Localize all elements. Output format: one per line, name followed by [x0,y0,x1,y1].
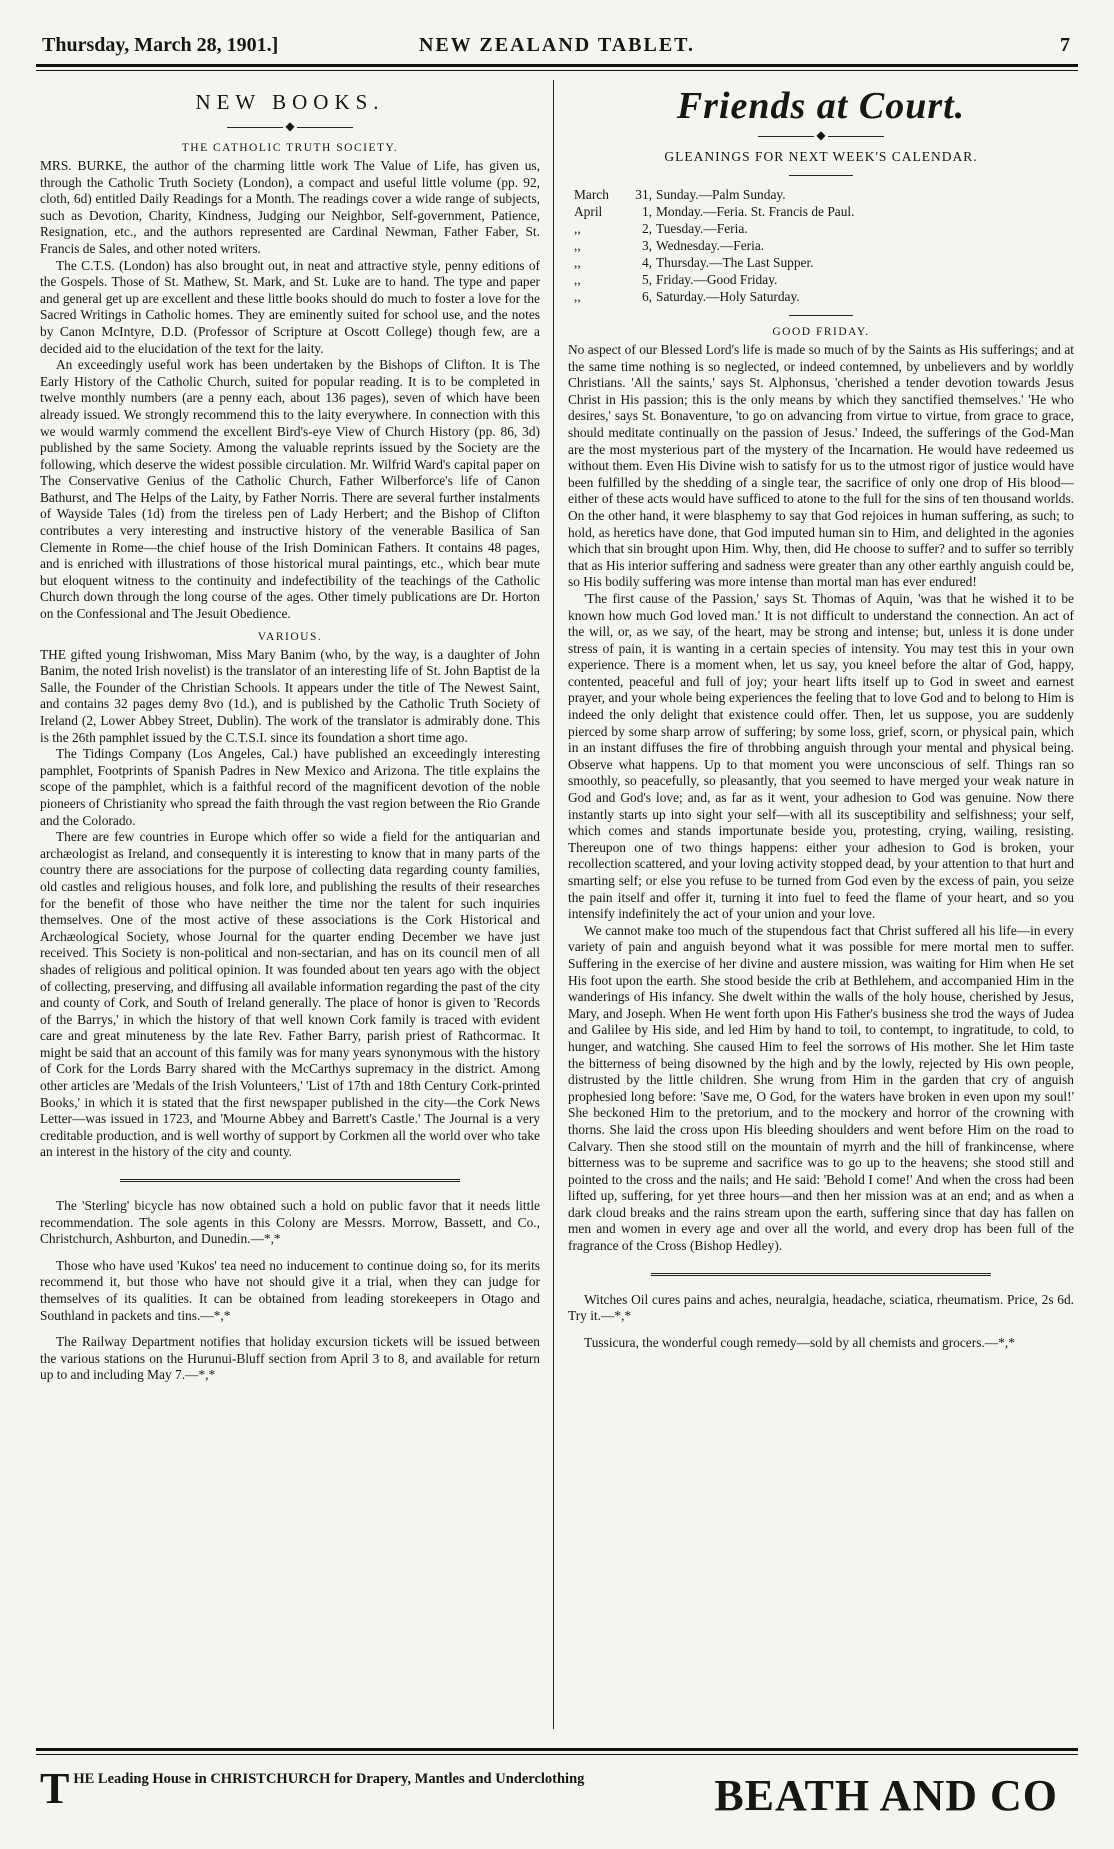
notice-paragraph: Witches Oil cures pains and aches, neuralgia, headache, sciatica, rheumatism. Price, 2s 6d. Try it.—*,* [568,1291,1074,1324]
masthead-rule-thin [36,70,1078,71]
calendar-row [574,271,1074,288]
calendar-day: 3, [641,238,652,253]
ad-text: HE Leading House in CHRISTCHURCH for Drapery, Mantles and Underclothing [73,1771,585,1787]
calendar-day: 2, [641,221,652,236]
paragraph: An exceedingly useful work has been undertaken by the Bishops of Clifton. It is The Early History of the Catholic Church, suited for popular reading. It is to be completed in twelve monthly numbers (are a penny each, about 136 pages), seven of which have been already issued. We strongly recommend this to the laity everywhere. In connection with this we would warmly commend the excellent Bird's-eye View of Church History (pp. 86, 3d) published by the same Society. Among the valuable reprints issued by the Society are the following, which deserve the widest possible circulation. Mr. Wilfrid Ward's capital paper on The Conservative Genius of the Catholic Church, Father Wilberforce's life of Canon Bathurst, and The Helps of the Laity, by Father Norris. There are several further instalments of Wayside Tales (1d) from the tireless pen of Lady Herbert; and the Bishop of Clifton contributes a very interesting and instructive history of the venerable Basilica of San Clemente in Rome—the chief house of the Irish Dominican Fathers. It contains 48 pages, and is enriched with illustrations of those historical mural paintings, etc., which bear mute but eloquent witness to the continuity and indefectibility of the teachings of the Catholic Church down through the long course of the ages. Other timely publications are Dr. Horton on the Confessional and The Jesuit Obedience. [40,357,540,622]
short-rule [789,315,853,316]
column-divider [553,80,554,1729]
calendar-entry: Sunday.—Palm Sunday. [656,187,786,202]
paragraph: MRS. BURKE, the author of the charming little work The Value of Life, has given us, through the Catholic Truth Society (London), a compact and useful little volume (pp. 92, cloth, 6d) entitled Daily Readings for a Month. The readings cover a wide range of subjects, such as Devotion, Charity, Kindness, Judging our Neighbor, Self-government, Patience, Resignation, etc., and the authors represented are Cardinal Newman, Father Faber, St. Francis de Sales, and other noted writers. [40,158,540,256]
calendar-day: 31, [635,187,652,202]
calendar-month: ,, [574,238,581,253]
calendar-entry: Friday.—Good Friday. [656,272,778,287]
masthead-rule [36,64,1078,67]
ornament-divider: ◆ [40,119,540,134]
notice-paragraph: The 'Sterling' bicycle has now obtained such a hold on public favor that it needs little recommendation. The sole agents in this Colony are Messrs. Morrow, Bassett, and Co., Christchurch, Ashburton, and Dunedin.—*,* [40,1198,540,1247]
calendar-day: 4, [641,255,652,270]
calendar-list [574,186,1074,305]
calendar-row [574,186,1074,203]
masthead-date: Thursday, March 28, 1901.] [42,34,279,56]
new-books-title: NEW BOOKS. [195,90,385,114]
good-friday-subhead: GOOD FRIDAY. [772,326,870,338]
calendar-row [574,288,1074,305]
calendar-entry: Monday.—Feria. St. Francis de Paul. [656,204,855,219]
section-rule [120,1179,460,1182]
calendar-entry: Wednesday.—Feria. [656,238,765,253]
calendar-row [574,220,1074,237]
calendar-row [574,254,1074,271]
page-number: 7 [1060,34,1070,56]
paragraph: 'The first cause of the Passion,' says St. Thomas of Aquin, 'was that he wished it to be known how much God loved man.' It is not difficult to understand the connection. An act of the will, or, as we say, of the heart, may be strong and intense; but, unless it is done under stress of pain, it is wanting in a certain species of intensity. You may test this in your own experience. There is a moment when, let us say, you kneel before the altar of God, happy, contented, peaceful and full of joy; your heart lifts itself up to God in sweet and earnest prayer, and your whole being experiences the feeling that to love God and to belong to Him is indeed the only delight that existence could offer. Then, let us suppose, you are suddenly pierced by some sharp arrow of suffering; by some loss, grief, scorn, or physical pain, which in an instant diffuses the fire of throbbing anguish through your mental and physical being. Observe what happens. Up to that moment you were unconscious of self. Things ran so smoothly, so peacefully, so pleasantly, that you seemed to have merged your weak nature in God and God's love; and, as far as it went, your adhesion to God was genuine. Now there instantly starts up into sight your self—with all its susceptibility and selfishness; your self, which comes and stands importunate beside you, protesting, crying, wailing, resisting. Thereupon one of two things happens: either your adhesion to God is broken, your recollection scattered, and your loving activity stopped dead, by your attention to that hurt and smarting self; or else you refuse to be turned from God even by the excess of pain, you seize the pain itself and offer it, turning it into fuel to feed the flame of your heart, and so you intensify indefinitely the act of your union and your love. [568,590,1074,922]
footer-rule [36,1748,1078,1751]
calendar-month: ,, [574,255,581,270]
various-subhead: VARIOUS. [257,630,323,643]
paragraph: No aspect of our Blessed Lord's life is made so much of by the Saints as His sufferings; and at the same time nothing is so neglected, or indeed contemned, by unbelievers and by worldly Christians. 'All the saints,' says St. Alphonsus, 'cherished a tender devotion towards Jesus Christ in His passion; this is the only means by which they sanctified themselves.' 'He who desires,' says St. Bonaventure, 'to go on advancing from virtue to virtue, from grace to grace, should meditate continually on the passion of Jesus.' Indeed, the sufferings of the God-Man are the most mysterious part of the mystery of the Incarnation. He would have redeemed us without them. Even His Divine wish to satisfy for us to the utmost rigor of justice would have been fulfilled by the shedding of a single tear, the sacrifice of only one drop of His blood—either of these acts would have sufficed to atone to the full for the sins of ten thousand worlds. On the other hand, it were blasphemy to say that God rejoices in human suffering, as such; to hold, as heretics have done, that God imputed human sin to Him, and delighted in the agonies which that sin brought upon Him. Why, then, did He choose to suffer? and to suffer so terribly that as His interior suffering and sadness were greater than any other earthly anguish could be, so His bodily suffering was more intense than mortal man has ever endured! [568,342,1074,590]
masthead [36,30,1078,64]
notice-paragraph: Those who have used 'Kukos' tea need no inducement to continue doing so, for its merits recommend it, but those who have not should give it a trial, when they can judge for themselves of its qualities. It can be obtained from leading storekeepers in Otago and Southland in packets and tins.—*,* [40,1257,540,1323]
paragraph: We cannot make too much of the stupendous fact that Christ suffered all his life—in every variety of pain and anguish beyond what it was possible for mere mortal men to suffer. Suffering in the exercise of her divine and austere mission, was waiting for Him when He set His foot upon the earth. She stood beside the crib at Bethlehem, and accompanied Him in the wanderings of His infancy. She dwelt within the walls of the holy house, cherished by Jesus, Mary, and Joseph. When He went forth upon His Father's business she trod the ways of Judea and Galilee by His side, and led Him by hand to toil, to contempt, to ingratitude, to cold, to hunger, and watching. She caused Him to feel the sorrows of His mother. She let Him taste the bitterness of being disowned by the high and by the lowly, rejected by His own people, distrusted by the little children. She wrung from Him in the garden that cry of anguish prophesied long before: 'Save me, O God, for the waters have broken in even upon my soul!' She beckoned Him to the pretorium, and to the mockery and horror of the crowning with thorns. She laid the cross upon His bleeding shoulders and went before Him on the road to Calvary. Then she stood still on the mountain of myrrh and the hill of frankincense, where bitterness was to be supreme and sacrifice was to go up to the heavens; she stood still and pointed to the cross and the nails; and He said: 'Behold I come!' And when the cross had been lifted up, suffering, for yet three hours—and then her mission was at an end; and as when a dark cloud breaks and the rains stream upon the earth, suffering since that day has fallen on men and women in every age and over all the world, and every drop has been full of the fragrance of the Cross (Bishop Hedley). [568,922,1074,1254]
calendar-entry: Saturday.—Holy Saturday. [656,289,800,304]
notice-paragraph: The Railway Department notifies that holiday excursion tickets will be issued between the various stations on the Hurunui-Bluff section from April 3 to 8, and available for return up to and including May 7.—*,* [40,1334,540,1383]
ad-initial-letter: T [40,1764,70,1813]
calendar-entry: Tuesday.—Feria. [656,221,748,236]
paragraph: There are few countries in Europe which offer so wide a field for the antiquarian and archæologist as Ireland, and consequently it is interesting to know that in many parts of the country there are associations for the purpose of collecting data regarding county families, old castles and religious houses, and folk lore, and publishing the results of their researches for the benefit of those who have neither the time nor the talent for such inquiries themselves. One of the most active of these associations is the Cork Historical and Archæological Society, whose Journal for the quarter ending December we have just received. This Society is non-political and non-sectarian, and has on its council men of all shades of religious and political opinion. It was founded about ten years ago with the object of collecting, preserving, and diffusing all available information regarding the past of the city and county of Cork, and South of Ireland generally. The place of honor is given to 'Records of the Barrys,' in which the history of that well known Cork family is traced with evident care and great minuteness by the late Rev. Father Barry, parish priest of Rathcormac. It might be said that an account of this family was for many years synonymous with the history of Cork for the Lords Barry shared with the McCarthys supremacy in the district. Among other articles are 'Medals of the Irish Volunteers,' 'List of 17th and 18th Century Cork-printed Books,' in which it is stated that the first newspaper published in the city—the Cork News Letter—was issued in 1723, and 'Mourne Abbey and Barrett's Castle.' The Journal is a very creditable production, and is well worthy of support by Corkmen all the world over who take an interest in the history of the city and county. [40,829,540,1160]
calendar-month: April [574,204,603,219]
calendar-month: ,, [574,272,581,287]
calendar-month: ,, [574,289,581,304]
ornament-divider: ◆ [568,128,1074,143]
gleanings-subhead: GLEANINGS FOR NEXT WEEK'S CALENDAR. [664,149,978,164]
drapery-advertisement [40,1764,600,1813]
calendar-month: March [574,187,609,202]
paragraph: The C.T.S. (London) has also brought out, in neat and attractive style, penny editions of the Gospels. Those of St. Mathew, St. Mark, and St. Luke are to hand. The type and paper and general get up are excellent and these little books should do much to foster a love for the Sacred Writings in Catholic homes. They are eminently suited for school use, and the notes by Canon McIntyre, D.D. (Professor of Scripture at Oscott College) though few, are a decided aid to the elucidation of the text for the laity. [40,257,540,356]
masthead-title: NEW ZEALAND TABLET. [418,34,696,56]
calendar-row [574,237,1074,254]
paragraph: The Tidings Company (Los Angeles, Cal.) have published an exceedingly interesting pamphlet, Footprints of Spanish Padres in New Mexico and Arizona. The title explains the scope of the pamphlet, which is a faithful record of the magnificent devotion of the noble pioneers of Christianity who spread the faith through the vast region between the Rio Grande and the Colorado. [40,746,540,828]
calendar-day: 6, [641,289,652,304]
section-rule [651,1273,991,1276]
beath-and-co-advertisement: BEATH AND CO [714,1771,1058,1820]
friends-at-court-title: Friends at Court. [676,85,966,127]
calendar-row [574,203,1074,220]
calendar-entry: Thursday.—The Last Supper. [656,255,814,270]
right-column [568,80,1074,1729]
short-rule [789,175,853,176]
paragraph: THE gifted young Irishwoman, Miss Mary Banim (who, by the way, is a daughter of John Banim, the noted Irish novelist) is the translator of an interesting life of St. John Baptist de la Salle, the Founder of the Christian Schools. It appears under the title of The Newest Saint, and contains 32 pages demy 8vo (1d.), and is published by the Catholic Truth Society of Ireland (2, Lower Abbey Street, Dublin). The work of the translator is admirably done. This is the 26th pamphlet issued by the C.T.S.I. since its foundation a short time ago. [40,646,540,745]
calendar-month: ,, [574,221,581,236]
left-column [40,80,540,1729]
calendar-day: 5, [641,272,652,287]
footer-rule-thin [36,1754,1078,1755]
catholic-truth-society-subhead: THE CATHOLIC TRUTH SOCIETY. [181,142,399,154]
calendar-day: 1, [641,204,652,219]
notice-paragraph: Tussicura, the wonderful cough remedy—sold by all chemists and grocers.—*,* [584,1334,1015,1350]
